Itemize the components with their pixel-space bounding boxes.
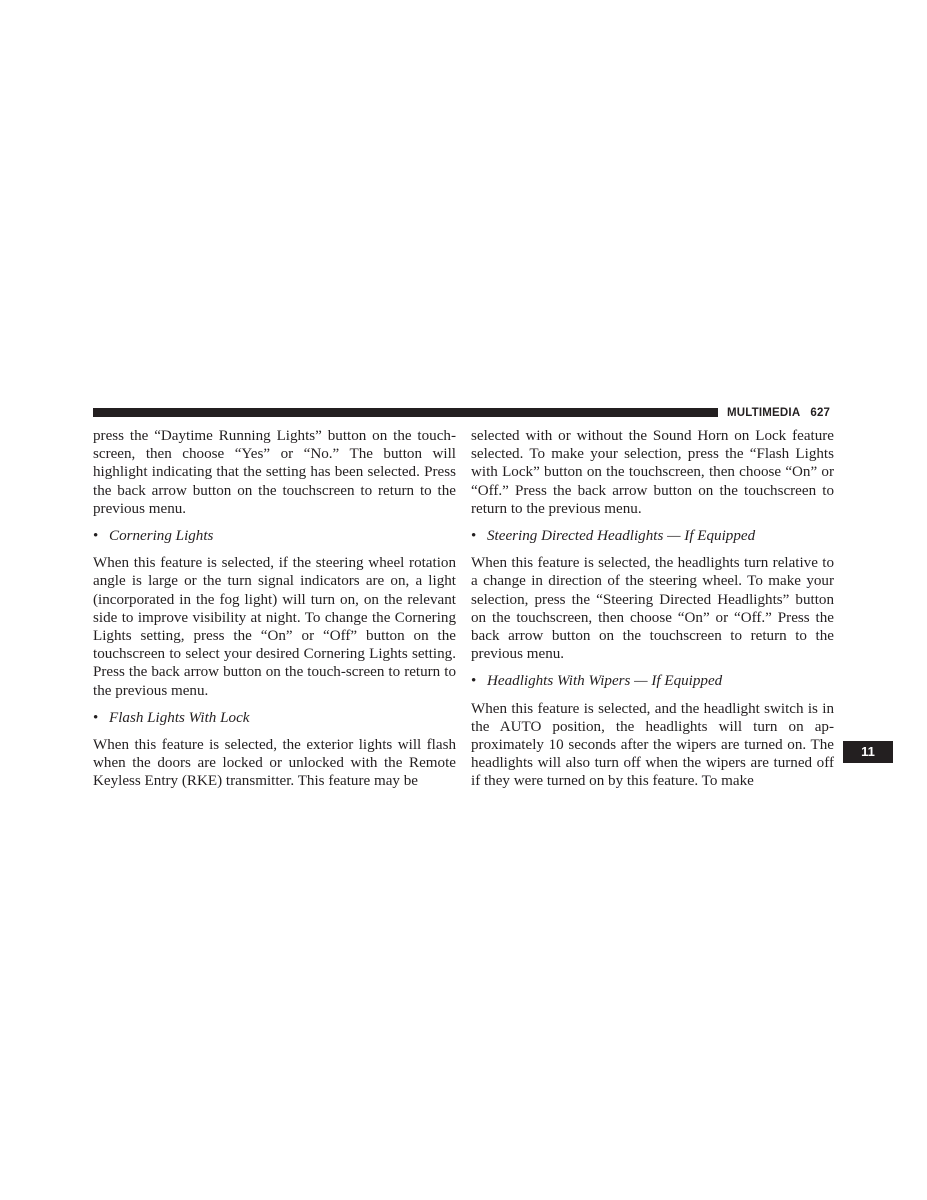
bullet-icon: • (93, 528, 99, 545)
left-column (93, 427, 456, 791)
bullet-heading-text: Steering Directed Headlights — If Equipped (487, 528, 756, 545)
paragraph: selected with or without the Sound Horn on Lock feature selected. To make your selection, press the “Flash Lights with Lock” button on the touchscreen, then choose “On” or “Off.” Press the back arrow button on the touchscreen to return to the previous menu. (471, 428, 834, 517)
paragraph: When this feature is selected, the exterior lights will flash when the doors are locked or unlocked with the Remote Keyless Entry (RKE) transmitter. This feature may be (93, 737, 456, 790)
bullet-heading-text: Headlights With Wipers — If Equipped (487, 673, 723, 690)
running-header (727, 405, 830, 421)
header-rule (93, 408, 718, 417)
bullet-icon: • (93, 709, 99, 726)
right-column (471, 427, 834, 791)
bullet-heading-text: Cornering Lights (109, 528, 214, 545)
bullet-heading-cornering-lights (93, 527, 456, 545)
bullet-heading-text: Flash Lights With Lock (109, 709, 250, 726)
bullet-icon: • (471, 528, 477, 545)
paragraph: When this feature is selected, the headlights turn relative to a change in direction of the steering wheel. To make your selection, press the “Steering Directed Headlights” button on the touchscreen, then choose “On” or “Off.” Press the back arrow button on the touchscreen to return to the previous menu. (471, 555, 834, 663)
bullet-icon: • (471, 673, 477, 690)
paragraph: When this feature is selected, if the steering wheel rotation angle is large or the turn signal indicators are on, a light (incorporated in the fog light) will turn on, on the relevant side to improve visibility at night. To change the Cornering Lights setting, press the “On” or “Off” button on the touchscreen to select your desired Cornering Lights setting. Press the back arrow button on the touch-screen to return to the previous menu. (93, 555, 456, 699)
bullet-heading-steering-directed (471, 527, 834, 545)
chapter-tab: 11 (843, 741, 893, 763)
paragraph: press the “Daytime Running Lights” button on the touch-screen, then choose “Yes” or “No.” The button will highlight indicating that the setting has been selected. Press the back arrow button on the touchscreen to return to the previous menu. (93, 428, 456, 517)
section-title: MULTIMEDIA (727, 407, 801, 419)
paragraph: When this feature is selected, and the headlight switch is in the AUTO position, the headlights will turn on ap-proximately 10 seconds after the wipers are turned on. The headlights will also turn off when the wipers are turned off if they were turned on by this feature. To make (471, 700, 834, 790)
bullet-heading-flash-lights (93, 709, 456, 727)
page-number: 627 (810, 407, 831, 419)
bullet-heading-headlights-wipers (471, 672, 834, 690)
